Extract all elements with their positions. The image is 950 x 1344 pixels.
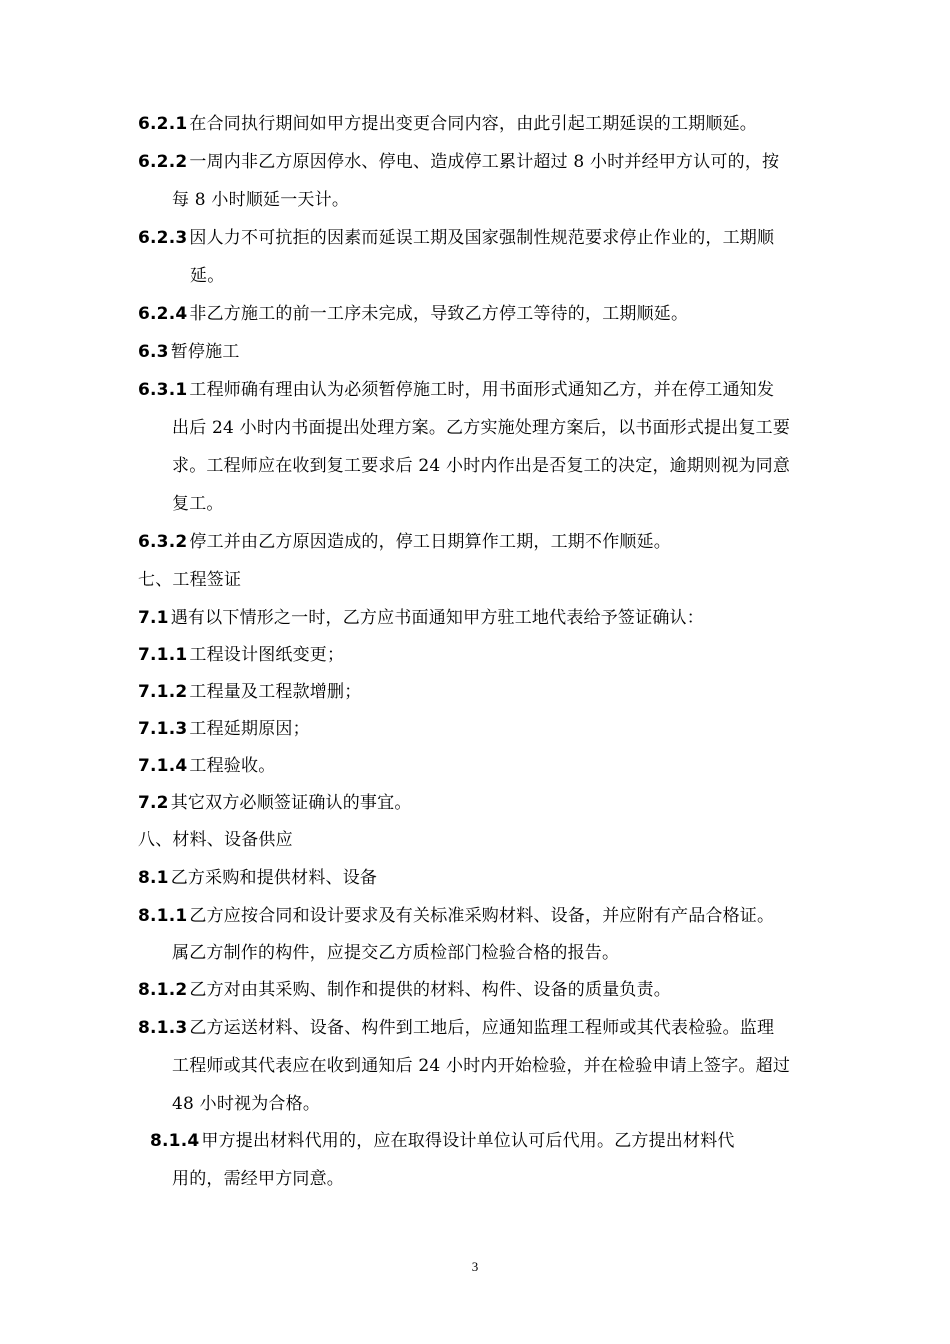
clause-number: 7.1.1: [138, 645, 188, 665]
clause-text: 在合同执行期间如甲方提出变更合同内容，由此引起工期延误的工期顺延。: [189, 114, 758, 134]
clause-number: 8.1: [138, 868, 169, 888]
paragraph-8-1-1: [138, 904, 774, 928]
clause-text: 工程验收。: [189, 756, 276, 776]
paragraph-6-3-1-continued: [172, 492, 224, 516]
paragraph-7-1-1: [138, 643, 344, 667]
clause-number: 8.1.4: [150, 1131, 200, 1151]
clause-number: 6.2.2: [138, 152, 188, 172]
clause-text: 其它双方必顺签证确认的事宜。: [170, 793, 412, 813]
paragraph-7-1: [138, 606, 704, 630]
clause-text: 工程师或其代表应在收到通知后 24 小时内开始检验，并在检验申请上签字。超过: [172, 1056, 791, 1076]
clause-text: 用的，需经甲方同意。: [172, 1169, 344, 1189]
clause-number: 7.1: [138, 608, 169, 628]
clause-text: 因人力不可抗拒的因素而延误工期及国家强制性规范要求停止作业的，工期顺: [189, 228, 775, 248]
clause-text: 一周内非乙方原因停水、停电、造成停工累计超过 8 小时并经甲方认可的，按: [189, 152, 780, 172]
paragraph-6-2-2-continued: [172, 188, 349, 212]
clause-text: 每 8 小时顺延一天计。: [172, 190, 350, 210]
paragraph-8-1-2: [138, 978, 671, 1002]
clause-number: 6.3: [138, 342, 169, 362]
clause-number: 7.1.3: [138, 719, 188, 739]
clause-number: 8.1.2: [138, 980, 188, 1000]
paragraph-6-2-4: [138, 302, 688, 326]
paragraph-7-2: [138, 791, 412, 815]
clause-number: 7.1.4: [138, 756, 188, 776]
page-number: 3: [471, 1259, 479, 1274]
clause-text: 工程延期原因；: [189, 719, 310, 739]
clause-text: 48 小时视为合格。: [172, 1094, 321, 1114]
clause-text: 延。: [190, 266, 225, 286]
section-title: 八、材料、设备供应: [138, 830, 293, 850]
clause-number: 6.2.3: [138, 228, 188, 248]
clause-number: 6.2.4: [138, 304, 188, 324]
paragraph-8-1-3-continued: [172, 1092, 320, 1116]
paragraph-8-1-4: [150, 1129, 735, 1153]
clause-text: 遇有以下情形之一时，乙方应书面通知甲方驻工地代表给予签证确认：: [170, 608, 704, 628]
clause-text: 工程设计图纸变更；: [189, 645, 345, 665]
section-heading-8: [138, 828, 293, 852]
clause-number: 8.1.3: [138, 1018, 188, 1038]
section-title: 七、工程签证: [138, 570, 242, 590]
paragraph-8-1-4-continued: [172, 1167, 344, 1191]
paragraph-8-1-3-continued: [172, 1054, 790, 1078]
clause-text: 乙方应按合同和设计要求及有关标准采购材料、设备，并应附有产品合格证。: [189, 906, 775, 926]
paragraph-7-1-4: [138, 754, 275, 778]
paragraph-6-3-1-continued: [172, 416, 790, 440]
clause-number: 6.2.1: [138, 114, 188, 134]
clause-text: 求。工程师应在收到复工要求后 24 小时内作出是否复工的决定，逾期则视为同意: [172, 456, 791, 476]
clause-number: 7.1.2: [138, 682, 188, 702]
paragraph-6-3: [138, 340, 240, 364]
paragraph-7-1-3: [138, 717, 310, 741]
paragraph-8-1-3: [138, 1016, 774, 1040]
clause-text: 工程师确有理由认为必须暂停施工时，用书面形式通知乙方，并在停工通知发: [189, 380, 775, 400]
clause-text: 乙方采购和提供材料、设备: [170, 868, 378, 888]
clause-text: 暂停施工: [170, 342, 240, 362]
section-heading-7: [138, 568, 241, 592]
clause-text: 工程量及工程款增删；: [189, 682, 362, 702]
paragraph-8-1: [138, 866, 377, 890]
paragraph-6-2-3-continued: [190, 264, 224, 288]
paragraph-6-2-3: [138, 226, 774, 250]
clause-number: 6.3.1: [138, 380, 188, 400]
paragraph-6-2-1: [138, 112, 757, 136]
clause-text: 乙方对由其采购、制作和提供的材料、构件、设备的质量负责。: [189, 980, 672, 1000]
clause-text: 甲方提出材料代用的，应在取得设计单位认可后代用。乙方提出材料代: [201, 1131, 735, 1151]
clause-text: 乙方运送材料、设备、构件到工地后，应通知监理工程师或其代表检验。监理: [189, 1018, 775, 1038]
clause-text: 停工并由乙方原因造成的，停工日期算作工期，工期不作顺延。: [189, 532, 672, 552]
paragraph-6-2-2: [138, 150, 779, 174]
clause-text: 属乙方制作的构件，应提交乙方质检部门检验合格的报告。: [172, 943, 620, 963]
paragraph-8-1-1-continued: [172, 941, 619, 965]
paragraph-6-3-1: [138, 378, 774, 402]
paragraph-6-3-2: [138, 530, 671, 554]
paragraph-7-1-2: [138, 680, 361, 704]
clause-number: 6.3.2: [138, 532, 188, 552]
clause-text: 非乙方施工的前一工序未完成，导致乙方停工等待的，工期顺延。: [189, 304, 689, 324]
clause-text: 出后 24 小时内书面提出处理方案。乙方实施处理方案后，以书面形式提出复工要: [172, 418, 791, 438]
clause-number: 7.2: [138, 793, 169, 813]
paragraph-6-3-1-continued: [172, 454, 790, 478]
clause-text: 复工。: [172, 494, 224, 514]
clause-number: 8.1.1: [138, 906, 188, 926]
